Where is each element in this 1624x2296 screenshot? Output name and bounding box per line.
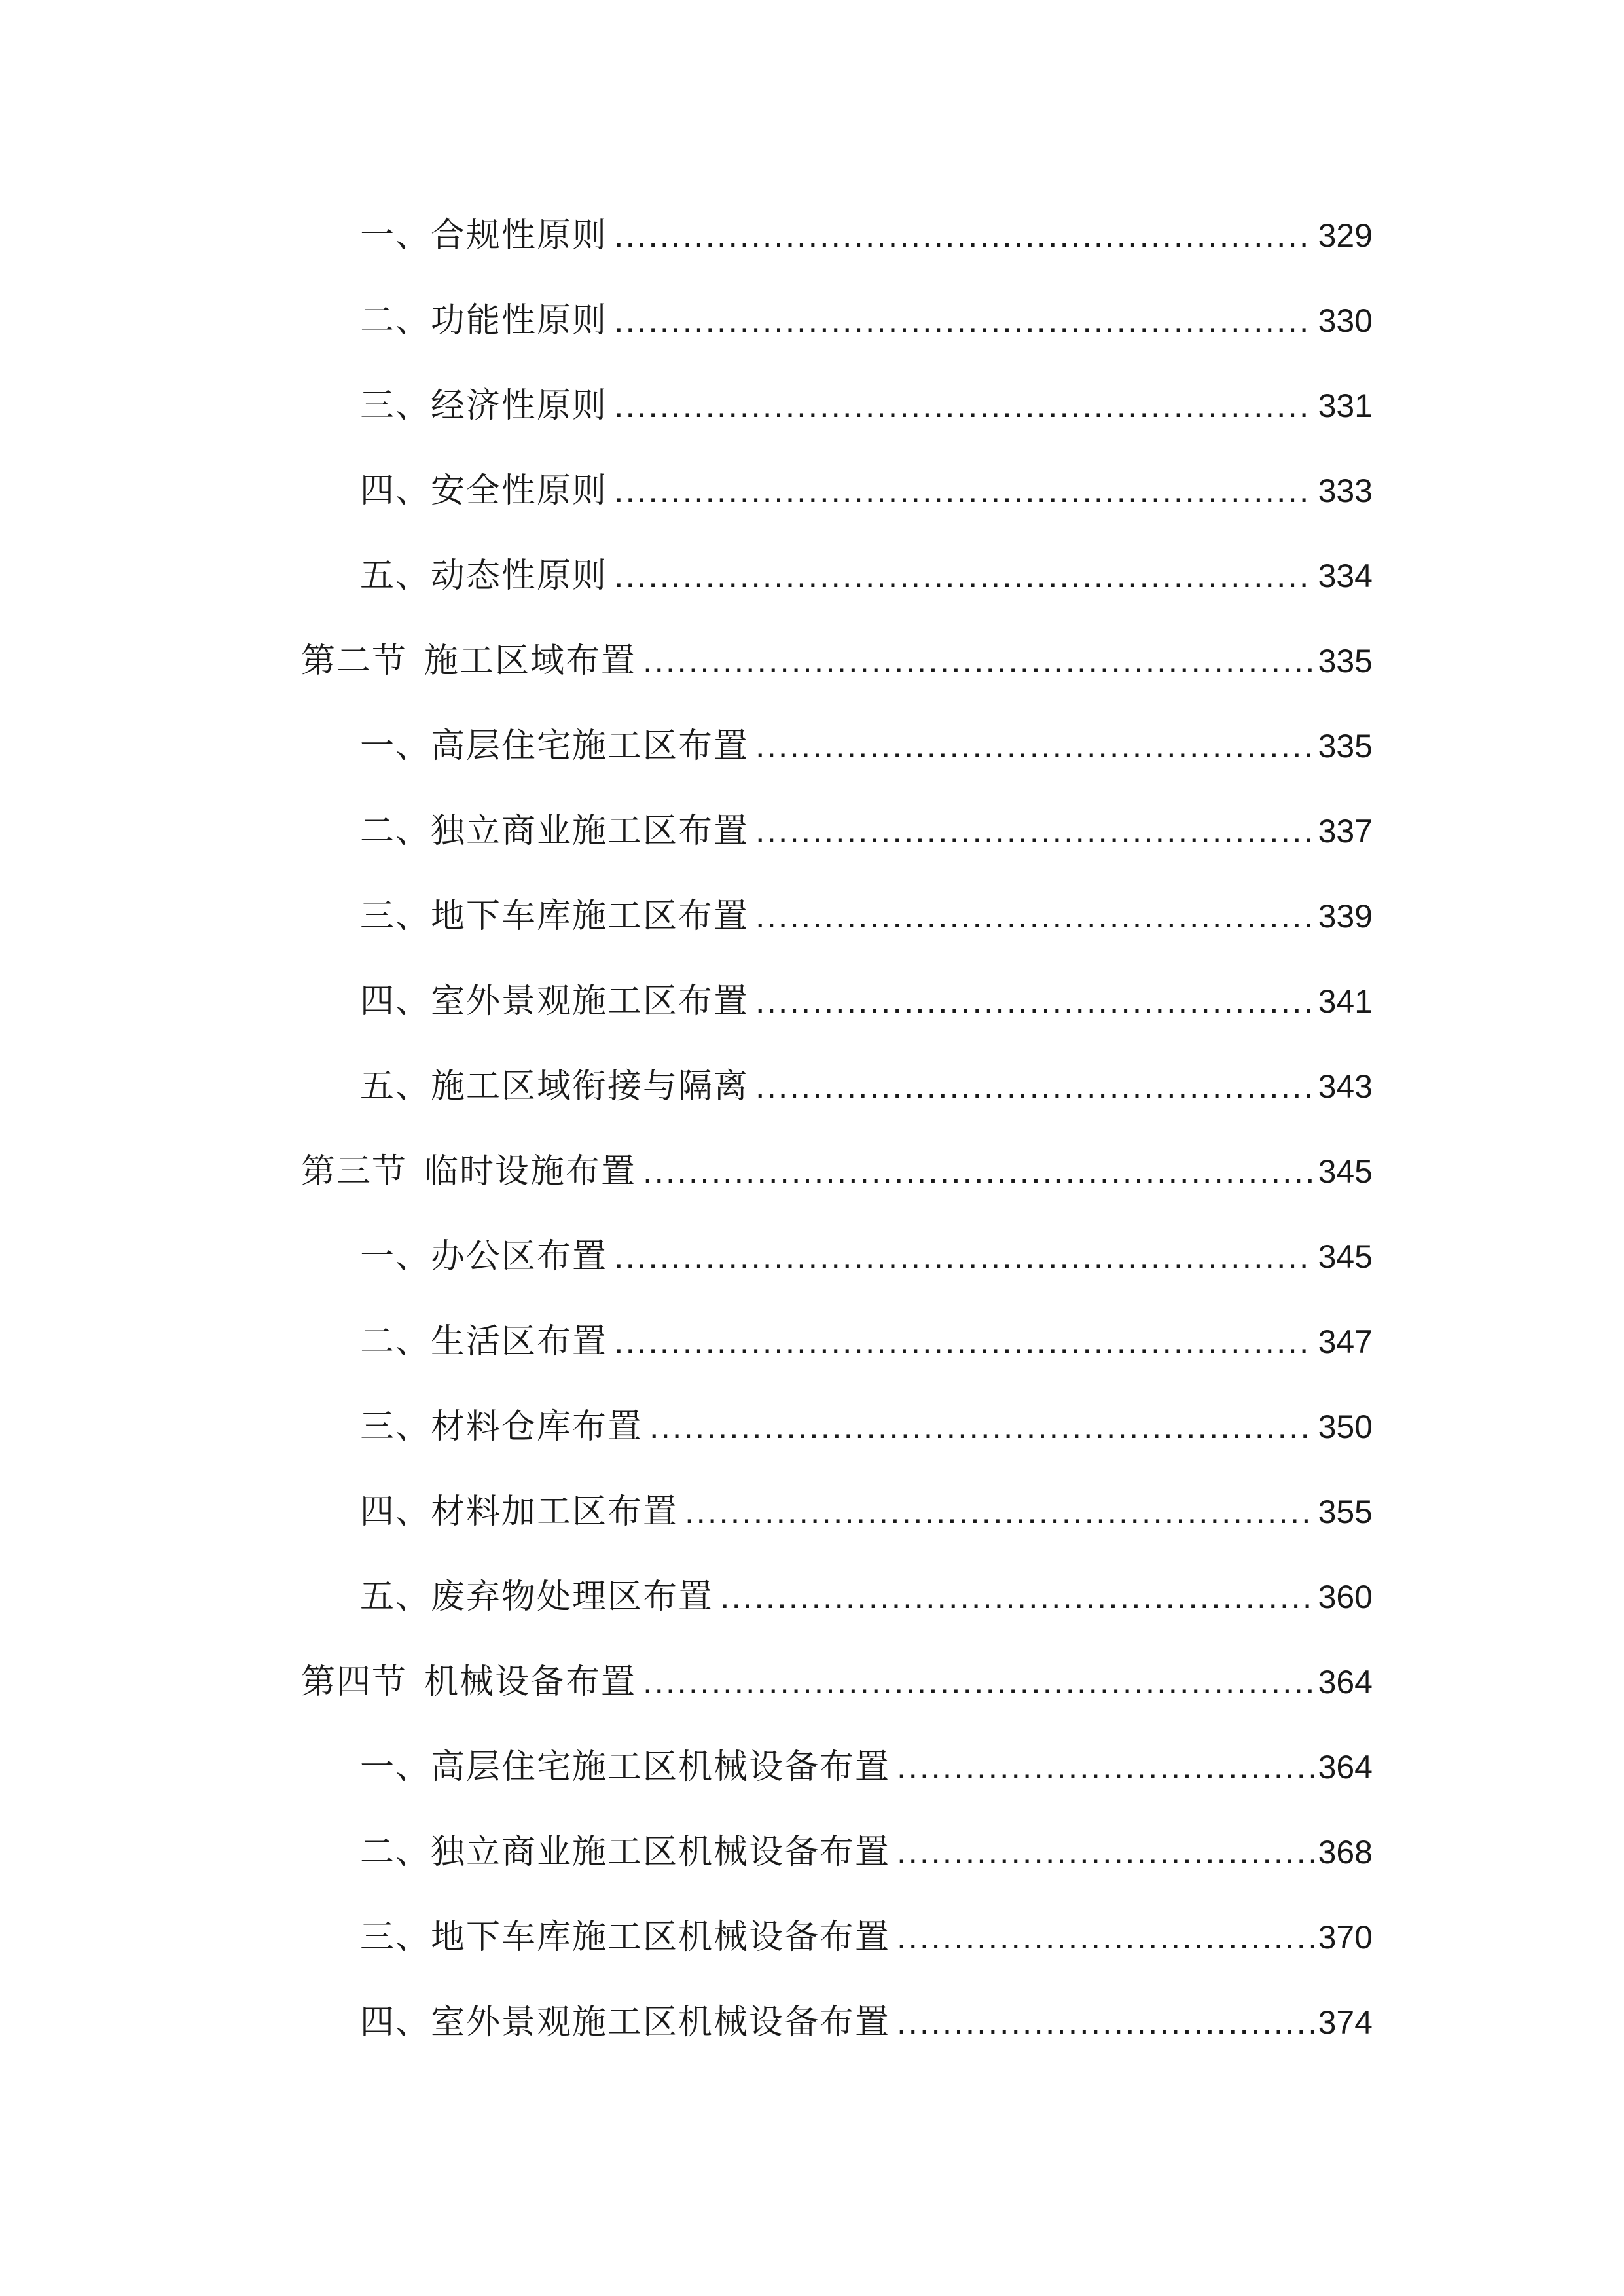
toc-page-number: 329 bbox=[1318, 217, 1373, 254]
toc-dot-leader bbox=[897, 1911, 1314, 1964]
toc-entry-label: 一、高层住宅施工区机械设备布置 bbox=[360, 1748, 891, 1787]
toc-entry[interactable] bbox=[360, 1741, 1373, 1793]
toc-section-title: 临时设施布置 bbox=[424, 1152, 637, 1191]
toc-entry-label: 二、独立商业施工区机械设备布置 bbox=[360, 1833, 891, 1872]
toc-entry-label: 二、独立商业施工区布置 bbox=[360, 812, 749, 851]
toc-entry-label: 三、材料仓库布置 bbox=[360, 1407, 643, 1446]
toc-section-title: 施工区域布置 bbox=[424, 641, 637, 681]
toc-entry[interactable] bbox=[360, 1486, 1373, 1538]
toc-page-number: 330 bbox=[1318, 302, 1373, 339]
toc-dot-leader bbox=[614, 380, 1314, 432]
toc-entry-label: 二、生活区布置 bbox=[360, 1322, 608, 1361]
toc-entry-label: 二、功能性原则 bbox=[360, 301, 608, 340]
toc-entry[interactable] bbox=[360, 295, 1373, 347]
toc-page-number: 339 bbox=[1318, 898, 1373, 935]
toc-entry[interactable] bbox=[360, 550, 1373, 602]
toc-page-number: 343 bbox=[1318, 1068, 1373, 1105]
toc-dot-leader bbox=[614, 1316, 1314, 1368]
toc-entry-label: 四、安全性原则 bbox=[360, 471, 608, 511]
toc-entry[interactable] bbox=[360, 1826, 1373, 1878]
toc-dot-leader bbox=[755, 975, 1314, 1028]
toc-page-number: 364 bbox=[1318, 1664, 1373, 1700]
toc-page-number: 347 bbox=[1318, 1323, 1373, 1360]
toc-dot-leader bbox=[685, 1486, 1314, 1538]
toc-page-number: 335 bbox=[1318, 728, 1373, 764]
toc-dot-leader bbox=[643, 635, 1314, 687]
toc-dot-leader bbox=[897, 1996, 1314, 2049]
toc-entry[interactable] bbox=[360, 1060, 1373, 1113]
toc-page-number: 360 bbox=[1318, 1579, 1373, 1615]
toc-page-number: 355 bbox=[1318, 1494, 1373, 1530]
toc-dot-leader bbox=[755, 805, 1314, 857]
toc-entry[interactable] bbox=[360, 380, 1373, 432]
toc-section-prefix: 第四节 bbox=[301, 1662, 408, 1702]
toc-page-number: 333 bbox=[1318, 473, 1373, 509]
toc-dot-leader bbox=[614, 465, 1314, 517]
toc-page-number: 368 bbox=[1318, 1834, 1373, 1871]
toc-entry[interactable] bbox=[360, 1571, 1373, 1623]
toc-section-entry[interactable] bbox=[301, 635, 1373, 687]
toc-section-prefix: 第三节 bbox=[301, 1152, 408, 1191]
toc-page-number: 331 bbox=[1318, 387, 1373, 424]
toc-entry[interactable] bbox=[360, 209, 1373, 262]
toc-dot-leader bbox=[614, 550, 1314, 602]
toc-entry-label: 五、施工区域衔接与隔离 bbox=[360, 1067, 749, 1106]
toc-entry[interactable] bbox=[360, 805, 1373, 857]
toc-section-entry[interactable] bbox=[301, 1656, 1373, 1708]
toc-section-prefix: 第二节 bbox=[301, 641, 408, 681]
toc-entry-label: 四、材料加工区布置 bbox=[360, 1492, 679, 1532]
toc-entry[interactable] bbox=[360, 720, 1373, 772]
toc-entry-label: 五、废弃物处理区布置 bbox=[360, 1577, 714, 1617]
toc-entry-label: 五、动态性原则 bbox=[360, 556, 608, 596]
toc-entry[interactable] bbox=[360, 1230, 1373, 1283]
toc-dot-leader bbox=[614, 1230, 1314, 1283]
toc-dot-leader bbox=[649, 1401, 1314, 1453]
toc-page-number: 335 bbox=[1318, 643, 1373, 679]
toc-entry-label: 三、地下车库施工区布置 bbox=[360, 897, 749, 936]
toc-entry[interactable] bbox=[360, 1401, 1373, 1453]
toc-dot-leader bbox=[897, 1741, 1314, 1793]
toc-dot-leader bbox=[755, 890, 1314, 942]
toc-dot-leader bbox=[614, 295, 1314, 347]
toc-page-number: 370 bbox=[1318, 1919, 1373, 1956]
toc-page-number: 337 bbox=[1318, 813, 1373, 850]
toc-page-number: 345 bbox=[1318, 1153, 1373, 1190]
toc-page-number: 364 bbox=[1318, 1749, 1373, 1785]
toc-entry-label: 一、合规性原则 bbox=[360, 216, 608, 255]
toc-section-title: 机械设备布置 bbox=[424, 1662, 637, 1702]
toc-entry-label: 一、办公区布置 bbox=[360, 1237, 608, 1276]
toc-dot-leader bbox=[614, 209, 1314, 262]
toc-entry[interactable] bbox=[360, 1996, 1373, 2049]
toc-page-number: 334 bbox=[1318, 558, 1373, 594]
toc-dot-leader bbox=[643, 1656, 1314, 1708]
toc-section-entry[interactable] bbox=[301, 1145, 1373, 1198]
toc-entry[interactable] bbox=[360, 1316, 1373, 1368]
toc-entry-label: 三、地下车库施工区机械设备布置 bbox=[360, 1918, 891, 1957]
toc-entry-label: 四、室外景观施工区机械设备布置 bbox=[360, 2003, 891, 2042]
toc-page-number: 350 bbox=[1318, 1408, 1373, 1445]
toc-entry-label: 四、室外景观施工区布置 bbox=[360, 982, 749, 1021]
toc-entry-label: 三、经济性原则 bbox=[360, 386, 608, 425]
toc-dot-leader bbox=[720, 1571, 1314, 1623]
toc-dot-leader bbox=[755, 720, 1314, 772]
toc-page-number: 345 bbox=[1318, 1238, 1373, 1275]
toc-entry[interactable] bbox=[360, 975, 1373, 1028]
toc-section-label bbox=[301, 635, 636, 687]
toc-section-label bbox=[301, 1656, 636, 1708]
toc-dot-leader bbox=[643, 1145, 1314, 1198]
toc-dot-leader bbox=[755, 1060, 1314, 1113]
toc-page-number: 341 bbox=[1318, 983, 1373, 1020]
toc-section-label bbox=[301, 1145, 636, 1198]
toc-page-number: 374 bbox=[1318, 2004, 1373, 2041]
toc-entry[interactable] bbox=[360, 465, 1373, 517]
toc-entry[interactable] bbox=[360, 1911, 1373, 1964]
toc-entry-label: 一、高层住宅施工区布置 bbox=[360, 726, 749, 766]
toc-entry[interactable] bbox=[360, 890, 1373, 942]
toc-dot-leader bbox=[897, 1826, 1314, 1878]
